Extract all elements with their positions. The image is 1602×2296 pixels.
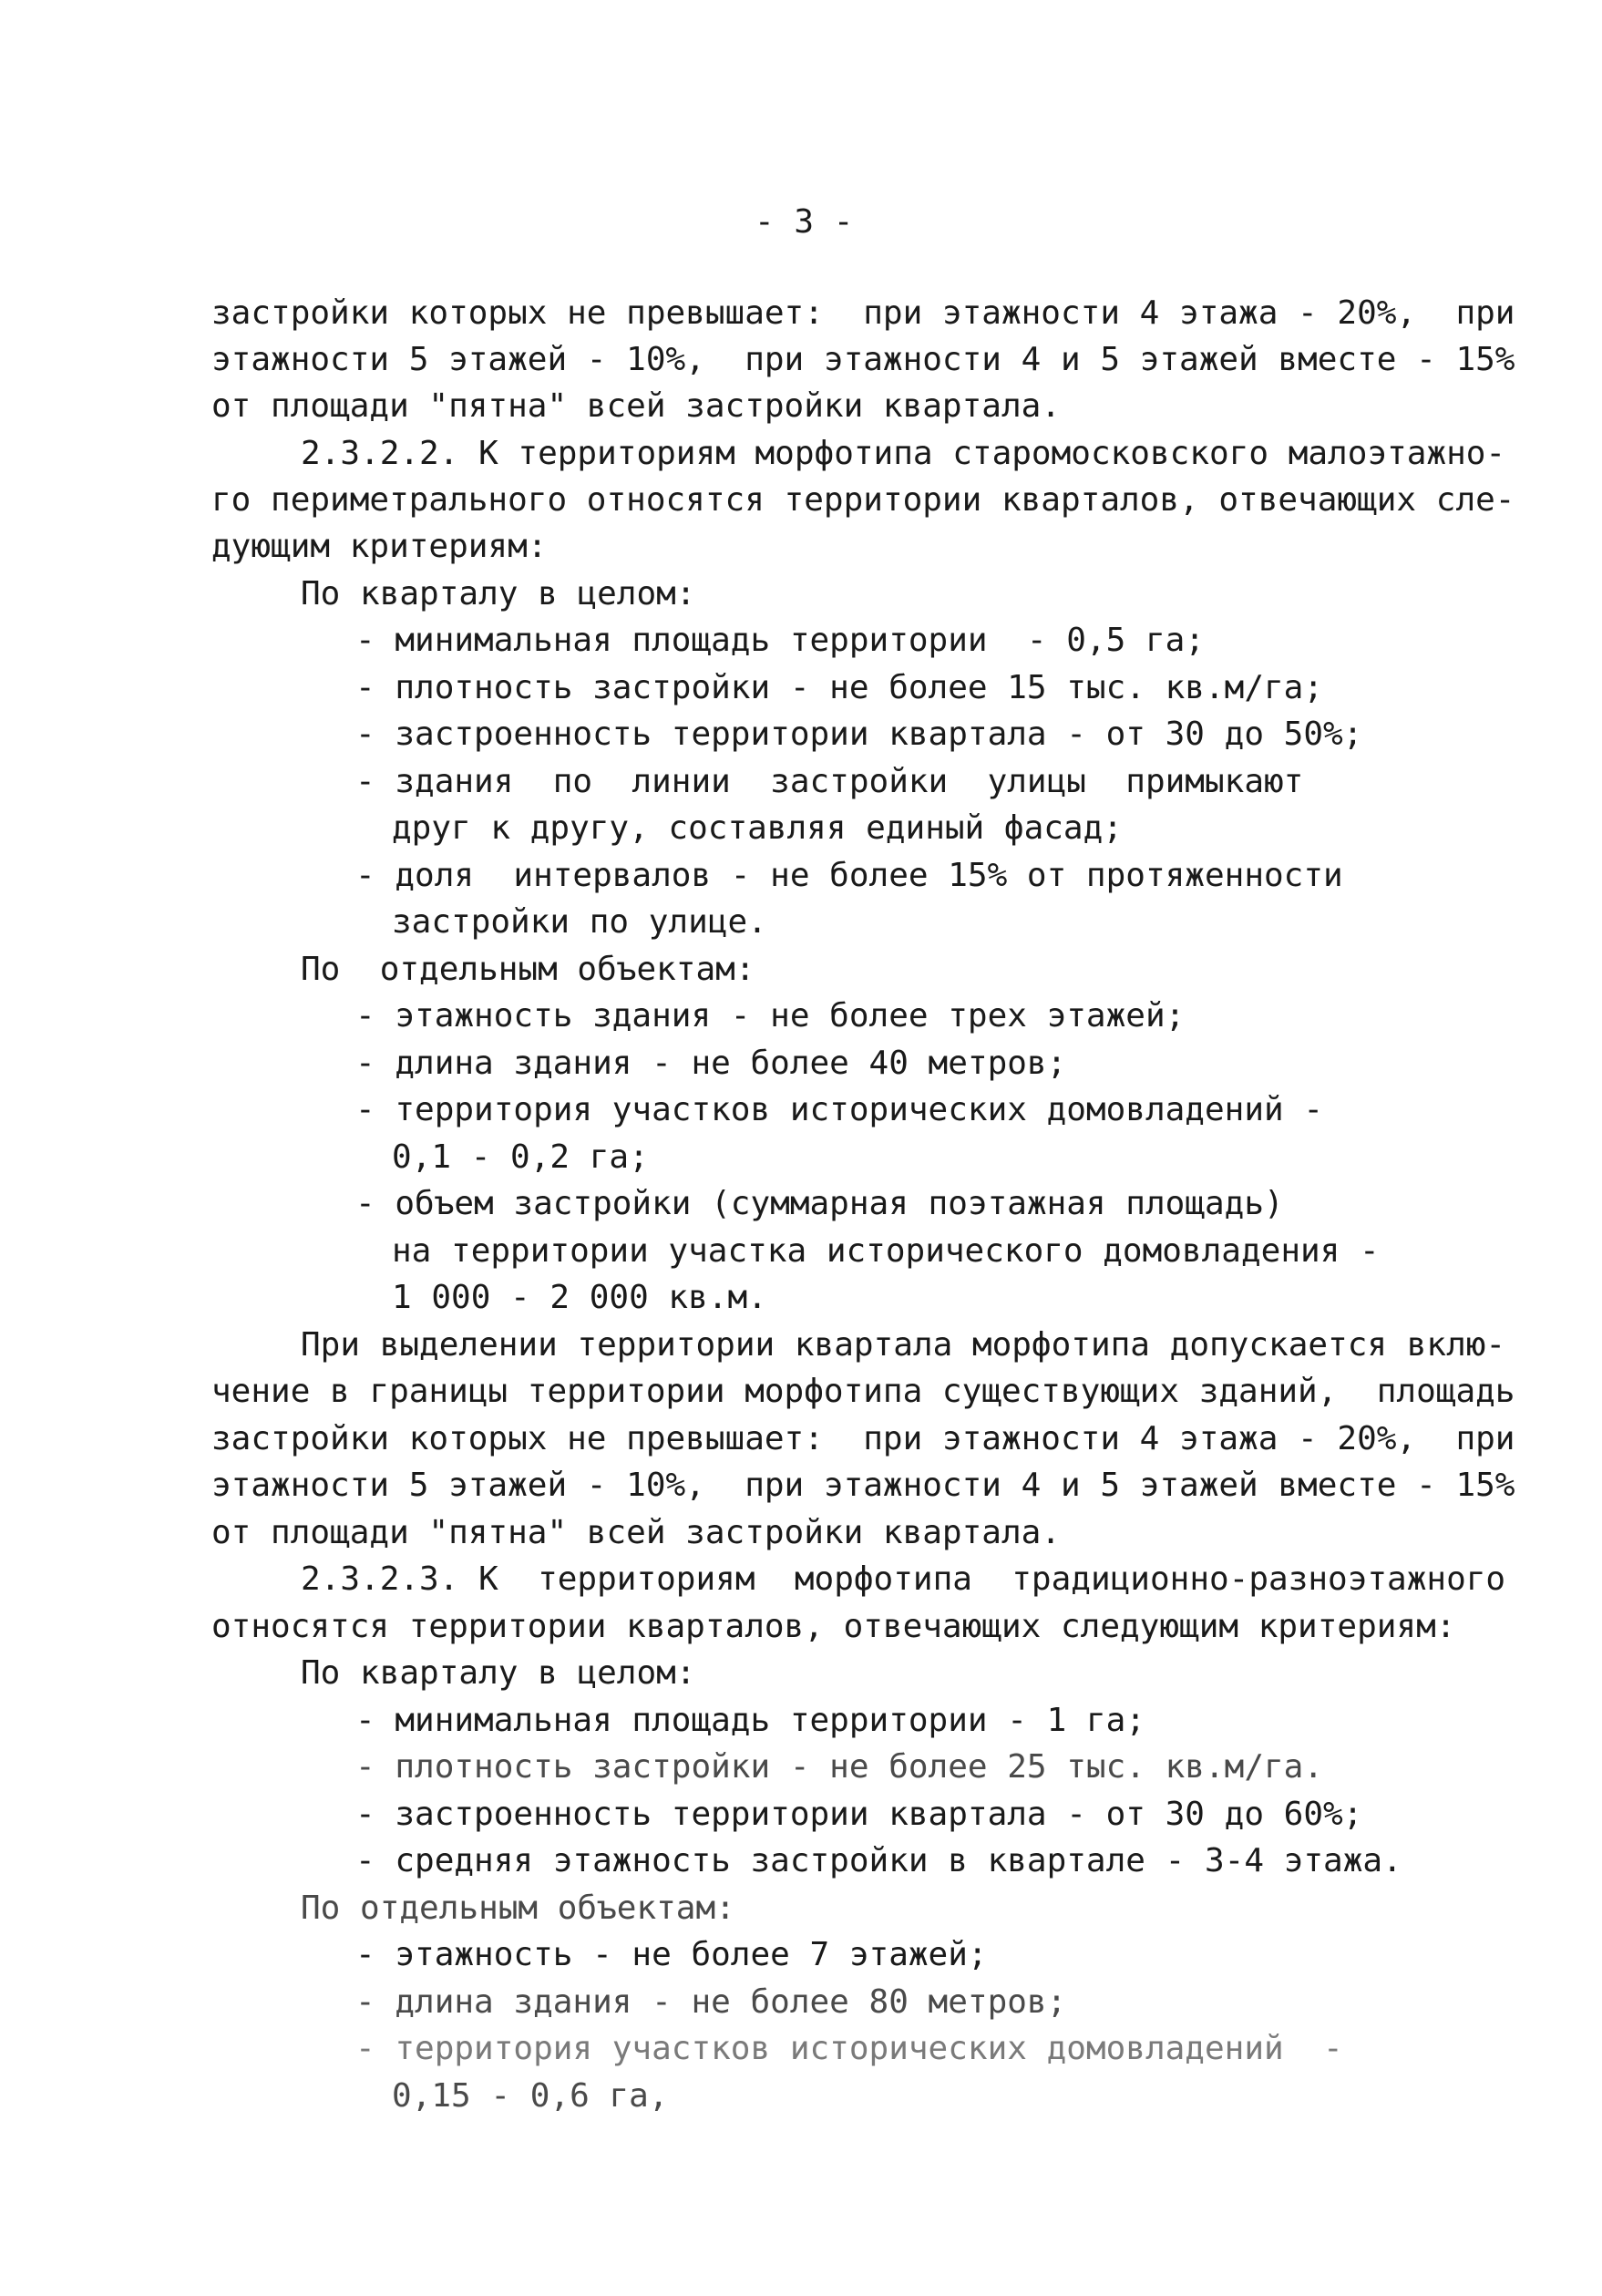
text-line: друг к другу, составляя единый фасад;	[392, 809, 1123, 847]
text-line: 0,15 - 0,6 га,	[392, 2077, 669, 2115]
text-line: - территория участков исторических домовладений -	[355, 1091, 1324, 1128]
text-line: - минимальная площадь территории - 1 га;	[355, 1702, 1145, 1739]
text-line: По кварталу в целом:	[301, 1654, 696, 1692]
text-line: - минимальная площадь территории - 0,5 га;	[355, 622, 1205, 659]
text-line: По отдельным объектам:	[301, 951, 755, 988]
text-line: 1 000 - 2 000 кв.м.	[392, 1279, 767, 1316]
text-line: застройки которых не превышает: при этажности 4 этажа - 20%, при	[211, 294, 1515, 332]
text-line: от площади "пятна" всей застройки квартала.	[211, 1514, 1061, 1551]
text-line: застройки которых не превышает: при этажности 4 этажа - 20%, при	[211, 1420, 1515, 1457]
text-line: - доля интервалов - не более 15% от протяженности	[355, 857, 1343, 894]
text-line: - этажность здания - не более трех этажей;	[355, 997, 1186, 1035]
text-line: го периметрального относятся территории кварталов, отвечающих сле-	[211, 481, 1515, 519]
text-line: от площади "пятна" всей застройки квартала.	[211, 387, 1061, 425]
text-line: этажности 5 этажей - 10%, при этажности 4 и 5 этажей вместе - 15%	[211, 341, 1515, 378]
text-line: - длина здания - не более 80 метров;	[355, 1983, 1067, 2021]
text-line: - плотность застройки - не более 15 тыс. кв.м/га;	[355, 669, 1324, 706]
text-line: относятся территории кварталов, отвечающих следующим критериям:	[211, 1608, 1456, 1645]
text-line: - объем застройки (суммарная поэтажная площадь)	[355, 1185, 1284, 1222]
text-line: - средняя этажность застройки в квартале - 3-4 этажа.	[355, 1842, 1402, 1879]
text-line: этажности 5 этажей - 10%, при этажности 4 и 5 этажей вместе - 15%	[211, 1467, 1515, 1504]
text-line: - здания по линии застройки улицы примыкают	[355, 763, 1304, 800]
text-line: 2.3.2.2. К территориям морфотипа старомосковского малоэтажно-	[301, 435, 1506, 472]
text-line: - территория участков исторических домовладений -	[355, 2030, 1343, 2067]
text-line: дующим критериям:	[211, 528, 548, 565]
text-line: - застроенность территории квартала - от 30 до 60%;	[355, 1796, 1363, 1833]
text-line: - этажность - не более 7 этажей;	[355, 1936, 988, 1973]
text-line: - застроенность территории квартала - от 30 до 50%;	[355, 716, 1363, 753]
text-line: 0,1 - 0,2 га;	[392, 1138, 649, 1176]
text-line: По отдельным объектам:	[301, 1889, 735, 1927]
text-line: По кварталу в целом:	[301, 575, 696, 613]
text-line: застройки по улице.	[392, 903, 767, 941]
text-line: - длина здания - не более 40 метров;	[355, 1045, 1067, 1082]
text-line: - плотность застройки - не более 25 тыс. кв.м/га.	[355, 1748, 1324, 1786]
text-line: чение в границы территории морфотипа существующих зданий, площадь	[211, 1373, 1515, 1410]
text-line: на территории участка исторического домовладения -	[392, 1232, 1380, 1270]
text-line: 2.3.2.3. К территориям морфотипа традиционно-разноэтажного	[301, 1560, 1506, 1598]
text-line: При выделении территории квартала морфотипа допускается вклю-	[301, 1326, 1506, 1364]
page-number: - 3 -	[755, 203, 854, 241]
